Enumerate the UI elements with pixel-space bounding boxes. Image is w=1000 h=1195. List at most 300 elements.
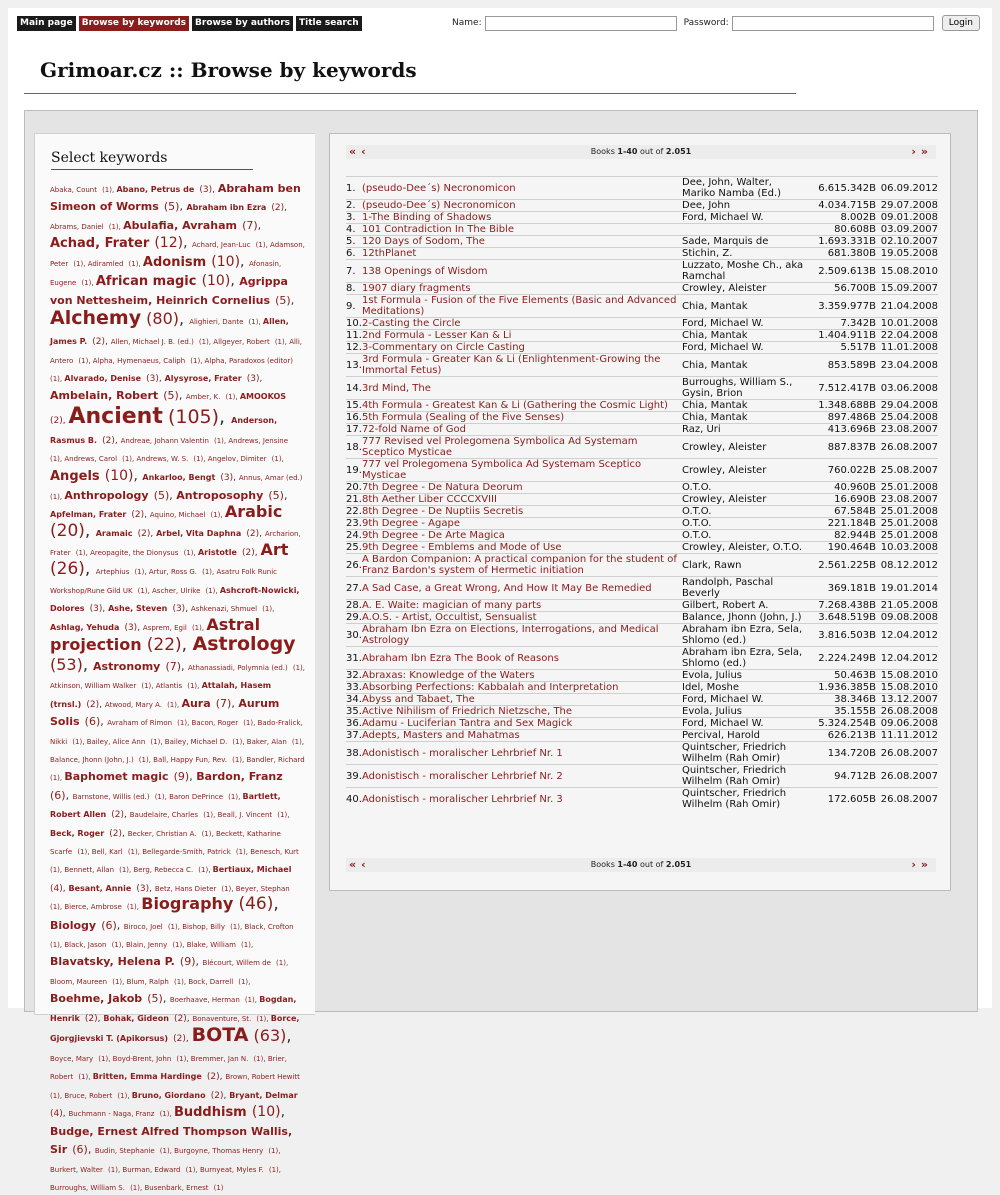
keyword-link[interactable]: Astronomy	[93, 660, 161, 674]
book-date: 11.01.2008	[876, 342, 938, 354]
keyword-link[interactable]: Atlantis	[155, 682, 183, 691]
book-date: 22.04.2008	[876, 330, 938, 342]
keyword-link[interactable]: Black, Crofton	[244, 922, 294, 931]
password-input[interactable]	[732, 16, 934, 31]
keyword-count: (1)	[187, 682, 198, 691]
keyword-count: (1)	[277, 811, 288, 820]
keyword-count: (2)	[50, 415, 63, 426]
keyword-link[interactable]: Beck, Roger	[50, 828, 105, 838]
keyword-link[interactable]: Andrews, W. S.	[136, 455, 189, 464]
keyword-link[interactable]: Bogdan, Henrik	[50, 995, 297, 1023]
keyword-link[interactable]: Asatru Folk Runic Workshop/Rune Gild UK	[50, 567, 277, 596]
book-date: 26.08.2007	[876, 788, 938, 811]
book-size: 681.380B	[804, 248, 876, 260]
keyword-link[interactable]: Avraham of Rimon	[107, 719, 173, 728]
keyword-link[interactable]: Blavatsky, Helena P.	[50, 955, 175, 969]
book-title-link[interactable]: 8th Degree - De Nuptiis Secretis	[362, 506, 682, 518]
keyword-link[interactable]: Busenbark, Ernest	[144, 1184, 209, 1193]
book-title-link[interactable]: 72-fold Name of God	[362, 424, 682, 436]
keyword-link[interactable]: Bardon, Franz	[196, 770, 283, 784]
keyword-count: (1)	[154, 792, 165, 801]
book-title-link[interactable]: 4th Formula - Greatest Kan & Li (Gathering the Cosmic Light)	[362, 400, 682, 412]
content-area	[24, 110, 978, 1193]
keyword-count: (1)	[75, 549, 86, 558]
keyword-link[interactable]: Anthropology	[64, 488, 149, 502]
nav-tab-main-page[interactable]: Main page	[17, 16, 76, 31]
keyword-link[interactable]: Aquino, Michael	[149, 511, 206, 520]
keyword-link[interactable]: Adiramled	[87, 260, 124, 269]
book-title-link[interactable]: 5th Formula (Sealing of the Five Senses)	[362, 412, 682, 424]
keyword-count: (1)	[159, 1110, 170, 1119]
book-title-link[interactable]: 9th Degree - Emblems and Mode of Use	[362, 542, 682, 554]
book-title-link[interactable]: (pseudo-Dee´s) Necronomicon	[362, 200, 682, 212]
keyword-link[interactable]: Blum, Ralph	[126, 977, 169, 986]
book-author: Evola, Julius	[682, 706, 804, 718]
keyword-link[interactable]: Arabic	[224, 502, 283, 522]
book-title-link[interactable]: 1-The Binding of Shadows	[362, 212, 682, 224]
last-page-icon[interactable]: »	[920, 858, 933, 871]
keyword-count: (1)	[159, 1147, 170, 1156]
keyword-count: (7)	[215, 696, 232, 710]
next-page-icon[interactable]: ›	[911, 858, 921, 871]
keyword-count: (3)	[246, 374, 260, 384]
keyword-link[interactable]: Burgoyne, Thomas Henry	[174, 1147, 264, 1156]
keyword-link[interactable]: Alli, Antero	[50, 338, 303, 365]
keyword-count: (1)	[183, 549, 194, 558]
book-size: 82.944B	[804, 530, 876, 542]
keyword-link[interactable]: African magic	[95, 274, 197, 290]
book-author: Luzzato, Moshe Ch., aka Ramchal	[682, 260, 804, 282]
keyword-link[interactable]: Alvarado, Denise	[64, 374, 142, 383]
keyword-link[interactable]: Bierce, Ambrose	[64, 903, 122, 912]
book-size: 1.404.911B	[804, 330, 876, 342]
keyword-link[interactable]: Aura	[181, 696, 211, 710]
keyword-link[interactable]: Ashlag, Yehuda	[50, 622, 120, 632]
keyword-link[interactable]: Beckett, Katharine Scarfe	[50, 829, 281, 856]
keyword-link[interactable]: Allen, Michael J. B. (ed.)	[110, 338, 194, 347]
book-title-link[interactable]: 138 Openings of Wisdom	[362, 260, 682, 283]
book-title-link[interactable]: Adamu - Luciferian Tantra and Sex Magick	[362, 718, 682, 730]
keyword-link[interactable]: Burkert, Walter	[50, 1165, 103, 1174]
book-title-link[interactable]: A. E. Waite: magician of many parts	[362, 600, 682, 612]
book-number: 26.	[346, 554, 362, 577]
keyword-link[interactable]: Burnyeat, Myles F.	[199, 1165, 264, 1174]
book-number: 25.	[346, 542, 362, 553]
keyword-count: (1)	[241, 941, 251, 950]
keyword-link[interactable]: Bruce, Robert	[64, 1091, 113, 1100]
book-row	[346, 283, 938, 295]
book-row	[346, 482, 938, 494]
book-date: 09.06.2008	[876, 718, 938, 730]
book-size: 7.512.417B	[804, 377, 876, 400]
book-author: O.T.O.	[682, 518, 804, 530]
keyword-count: (1)	[235, 847, 246, 856]
last-page-icon[interactable]: »	[920, 145, 933, 158]
keyword-link[interactable]: Bishop, Billy	[182, 922, 225, 931]
keyword-link[interactable]: Antroposophy	[176, 488, 264, 502]
book-title-link[interactable]: 101 Contradiction In The Bible	[362, 224, 682, 236]
keyword-link[interactable]: Blécourt, Willem de	[202, 959, 271, 968]
keyword-link[interactable]: BOTA	[191, 1024, 249, 1047]
keyword-link[interactable]: Attalah, Hasem (trnsl.)	[50, 681, 272, 709]
keyword-link[interactable]: Adonism	[142, 255, 207, 271]
keyword-count: (80)	[146, 309, 180, 329]
book-size: 3.816.503B	[804, 624, 876, 647]
book-date: 26.08.2007	[876, 742, 938, 765]
keyword-link[interactable]: Amber, K.	[185, 393, 221, 402]
book-author: Stichin, Z.	[682, 248, 804, 260]
keyword-link[interactable]: AMOOKOS	[239, 392, 286, 402]
keyword-count: (2)	[173, 1013, 187, 1024]
book-title-link[interactable]: A Sad Case, a Great Wrong, And How It May Be Remedied	[362, 577, 682, 600]
keyword-link[interactable]: Biography	[141, 894, 234, 914]
book-author: O.T.O.	[682, 506, 804, 518]
keyword-link[interactable]: Aristotle	[197, 548, 237, 558]
book-date: 23.04.2008	[876, 354, 938, 377]
book-number: 2.	[346, 200, 362, 212]
book-title-link[interactable]: 3rd Mind, The	[362, 377, 682, 400]
keyword-link[interactable]: Abano, Petrus de	[116, 185, 195, 194]
keyword-link[interactable]: Baudelaire, Charles	[129, 811, 199, 820]
keyword-link[interactable]: Abrams, Daniel	[50, 222, 104, 231]
keyword-count: (1)	[243, 719, 254, 728]
first-page-icon[interactable]: «	[349, 858, 362, 871]
book-size: 853.589B	[804, 354, 876, 377]
keyword-link[interactable]: Anderson, Rasmus B.	[50, 415, 278, 446]
keyword-link[interactable]: Budge, Ernest Alfred Thompson Wallis, Sir	[50, 1125, 293, 1157]
book-number: 7.	[346, 260, 362, 283]
book-title-link[interactable]: Adonistisch - moralischer Lehrbrief Nr. 2	[362, 765, 682, 788]
keyword-link[interactable]: Bennett, Allan	[64, 866, 115, 875]
login-button[interactable]: Login	[942, 15, 980, 31]
keyword-link[interactable]: Burroughs, William S.	[50, 1184, 125, 1193]
keyword-link[interactable]: Beall, J. Vincent	[217, 811, 273, 820]
keyword-link[interactable]: Afonasin, Eugene	[50, 260, 282, 288]
keyword-link[interactable]: Bock, Darrell	[188, 977, 234, 986]
keyword-link[interactable]: Archarion, Frater	[50, 529, 301, 558]
keyword-link[interactable]: Annus, Amar (ed.)	[238, 473, 303, 482]
keyword-link[interactable]: Bruno, Giordano	[131, 1090, 206, 1100]
keyword-link[interactable]: Ashcroft-Nowicki, Dolores	[50, 586, 300, 614]
book-size: 38.346B	[804, 694, 876, 706]
book-author: Chia, Mantak	[682, 295, 804, 318]
keyword-link[interactable]: Blake, William	[186, 941, 236, 950]
keyword-link[interactable]: Benesch, Kurt	[250, 847, 299, 856]
keyword-link[interactable]: Ambelain, Robert	[50, 389, 159, 403]
keyword-link[interactable]: Allen, James P.	[50, 317, 289, 347]
first-page-icon[interactable]: «	[349, 145, 362, 158]
book-title-link[interactable]: Active Nihilism of Friedrich Nietzsche, The	[362, 706, 682, 718]
keyword-link[interactable]: Atkinson, William Walker	[50, 682, 137, 691]
nav-tab-browse-authors[interactable]: Browse by authors	[192, 16, 293, 31]
keyword-count: (3)	[136, 883, 150, 894]
keyword-link[interactable]: Bertiaux, Michael	[212, 865, 292, 875]
keyword-link[interactable]: Aurum Solis	[50, 696, 280, 729]
keyword-link[interactable]: Ashkenazi, Shmuel	[190, 605, 258, 614]
book-row	[346, 542, 938, 554]
keyword-link[interactable]: Alysyrose, Frater	[164, 374, 242, 383]
keyword-link[interactable]: Arbel, Vita Daphna	[156, 528, 242, 538]
keyword-link[interactable]: Alighieri, Dante	[189, 318, 244, 327]
keyword-link[interactable]: Ascher, Ulrike	[152, 587, 201, 596]
name-input[interactable]	[485, 16, 677, 31]
book-row	[346, 730, 938, 742]
prev-page-icon[interactable]: ‹	[361, 858, 371, 871]
book-title-link[interactable]: A.O.S. - Artist, Occultist, Sensualist	[362, 612, 682, 624]
book-row	[346, 212, 938, 224]
keyword-count: (12)	[154, 235, 184, 252]
keyword-link[interactable]: Balance, Jhonn (John, J.)	[50, 756, 134, 765]
keyword-count: (1)	[128, 260, 139, 269]
book-title-link[interactable]: 9th Degree - Agape	[362, 518, 682, 530]
book-row	[346, 577, 938, 600]
book-title-link[interactable]: 12thPlanet	[362, 248, 682, 260]
book-author: O.T.O.	[682, 530, 804, 542]
book-author: Sade, Marquis de	[682, 236, 804, 248]
keyword-count: (5)	[153, 488, 170, 502]
keyword-link[interactable]: Barnstone, Willis (ed.)	[72, 792, 150, 801]
keyword-link[interactable]: Artur, Ross G.	[148, 567, 198, 576]
keyword-link[interactable]: Baker, Alan	[246, 737, 287, 746]
book-date: 19.01.2014	[876, 577, 938, 600]
book-row	[346, 530, 938, 542]
keyword-link[interactable]: Boyce, Mary	[50, 1054, 94, 1063]
book-date: 19.05.2008	[876, 248, 938, 260]
keyword-link[interactable]: Andrews, Carol	[64, 455, 118, 464]
keyword-link[interactable]: Biology	[50, 918, 97, 932]
keyword-link[interactable]: Britten, Emma Hardinge	[92, 1072, 202, 1082]
keyword-link[interactable]: Blain, Jenny	[125, 941, 168, 950]
keyword-link[interactable]: Budin, Stephanie	[94, 1147, 155, 1156]
keyword-link[interactable]: Borce, Gjorgjievski T. (Apikorsus)	[50, 1013, 300, 1044]
book-size: 1.348.688B	[804, 400, 876, 412]
book-title-link[interactable]: 777 Revised vel Prolegomena Symbolica Ad Systemam Sceptico Mysticae	[362, 436, 682, 459]
book-row	[346, 459, 938, 482]
keyword-link[interactable]: Bacon, Roger	[191, 719, 239, 728]
keyword-count: (1)	[191, 623, 202, 632]
nav-tab-title-search[interactable]: Title search	[296, 16, 362, 31]
book-number: 40.	[346, 788, 362, 811]
book-title-link[interactable]: 9th Degree - De Arte Magica	[362, 530, 682, 542]
pager-total: 2.051	[665, 860, 692, 869]
book-title-link[interactable]: 1st Formula - Fusion of the Five Elements (Basic and Advanced Meditations)	[362, 295, 682, 318]
keyword-link[interactable]: Becker, Christian A.	[127, 829, 197, 838]
book-row	[346, 788, 938, 811]
book-title-link[interactable]: Abyss and Tabaet, The	[362, 694, 682, 706]
keyword-link[interactable]: Achard, Jean-Luc	[192, 241, 251, 250]
keyword-count: (2)	[173, 1034, 186, 1045]
keyword-count: (1)	[73, 260, 84, 269]
book-title-link[interactable]: 2nd Formula - Lesser Kan & Li	[362, 330, 682, 342]
keyword-link[interactable]: Black, Jason	[64, 941, 107, 950]
book-title-link[interactable]: Abraham Ibn Ezra The Book of Reasons	[362, 647, 682, 670]
book-author: Dee, John, Walter, Mariko Namba (Ed.)	[682, 177, 804, 200]
book-title-link[interactable]: 1907 diary fragments	[362, 283, 682, 295]
book-row	[346, 354, 938, 377]
keyword-link[interactable]: Buddhism	[173, 1105, 247, 1121]
keyword-link[interactable]: Art	[260, 540, 289, 560]
keyword-count: (1)	[81, 279, 92, 288]
keyword-count: (2)	[271, 203, 285, 214]
keyword-link[interactable]: Baphomet magic	[64, 770, 169, 784]
keyword-link[interactable]: Berg, Rebecca C.	[133, 866, 194, 875]
keyword-count: (22)	[146, 635, 182, 656]
keyword-link[interactable]: Astrology	[192, 633, 296, 656]
keyword-link[interactable]: Bellegarde-Smith, Patrick	[142, 847, 231, 856]
keyword-link[interactable]: Angels	[50, 468, 100, 484]
keyword-link[interactable]: Asprem, Egil	[142, 623, 187, 632]
keyword-link[interactable]: Achad, Frater	[50, 236, 150, 252]
keyword-link[interactable]: Alpha, Paradoxos (editor)	[204, 356, 294, 365]
book-author: Raz, Uri	[682, 424, 804, 436]
keyword-link[interactable]: Baron DePrince	[169, 792, 224, 801]
keyword-count: (1)	[50, 455, 60, 464]
book-title-link[interactable]: 8th Aether Liber CCCCXVIII	[362, 494, 682, 506]
book-title-link[interactable]: 3-Commentary on Circle Casting	[362, 342, 682, 354]
keyword-link[interactable]: Apfelman, Frater	[50, 510, 127, 520]
keyword-link[interactable]: Boerhaave, Herman	[169, 996, 240, 1005]
book-number: 11.	[346, 330, 362, 341]
keyword-link[interactable]: Abraham ben Simeon of Worms	[50, 182, 301, 214]
book-title-link[interactable]: Abraxas: Knowledge of the Waters	[362, 670, 682, 682]
keyword-count: (2)	[241, 548, 255, 559]
keyword-count: (46)	[238, 894, 274, 915]
book-date: 21.04.2008	[876, 295, 938, 318]
keyword-count: (1)	[185, 1165, 196, 1174]
book-date: 10.03.2008	[876, 542, 938, 554]
keyword-link[interactable]: Adamson, Peter	[50, 241, 305, 269]
book-title-link[interactable]: 2-Casting the Circle	[362, 318, 682, 330]
keyword-count: (3)	[220, 472, 234, 483]
keyword-link[interactable]: Bailey, Alice Ann	[86, 737, 146, 746]
keyword-count: (6)	[72, 1143, 88, 1157]
keyword-link[interactable]: Artephius	[95, 567, 130, 576]
book-size: 2.561.225B	[804, 554, 876, 577]
pager-range: 1-40	[617, 147, 638, 156]
keyword-link[interactable]: Andrews, Jensine	[228, 437, 289, 446]
keyword-link[interactable]: Biroco, Joel	[123, 922, 163, 931]
keyword-link[interactable]: Areopagite, the Dionysus	[90, 549, 179, 558]
book-date: 11.11.2012	[876, 730, 938, 742]
next-page-icon[interactable]: ›	[911, 145, 921, 158]
book-title-link[interactable]: 3rd Formula - Greater Kan & Li (Enlightenment-Growing the Immortal Fetus)	[362, 354, 682, 377]
nav-tab-browse-keywords[interactable]: Browse by keywords	[79, 16, 189, 31]
keyword-link[interactable]: Betz, Hans Dieter	[154, 884, 217, 893]
keyword-link[interactable]: Alchemy	[50, 307, 142, 330]
book-title-link[interactable]: (pseudo-Dee´s) Necronomicon	[362, 177, 682, 200]
book-title-link[interactable]: 120 Days of Sodom, The	[362, 236, 682, 248]
keyword-count: (1)	[167, 922, 178, 931]
keyword-link[interactable]: Abulafia, Avraham	[123, 218, 237, 232]
keyword-link[interactable]: Bryant, Delmar	[229, 1090, 298, 1100]
keyword-count: (1)	[193, 455, 204, 464]
keyword-link[interactable]: Bloom, Maureen	[50, 977, 108, 986]
keyword-link[interactable]: Allgeyer, Robert	[213, 338, 270, 347]
keyword-link[interactable]: Brier, Robert	[50, 1054, 287, 1082]
book-author: Chia, Mantak	[682, 330, 804, 342]
keyword-link[interactable]: Agrippa von Nettesheim, Heinrich Cornelius	[50, 275, 288, 307]
keyword-link[interactable]: Ancient	[68, 403, 163, 429]
keyword-link[interactable]: Andreae, Johann Valentin	[120, 437, 209, 446]
keyword-link[interactable]: Ashe, Steven	[108, 604, 168, 614]
book-title-link[interactable]: 7th Degree - De Natura Deorum	[362, 482, 682, 494]
keyword-link[interactable]: Boyd-Brent, John	[112, 1054, 172, 1063]
keyword-link[interactable]: Ankarloo, Bengt	[142, 472, 216, 482]
book-date: 13.12.2007	[876, 694, 938, 706]
keyword-count: (1)	[117, 1091, 128, 1100]
keyword-count: (20)	[50, 520, 85, 541]
keyword-link[interactable]: Abraham ibn Ezra	[186, 203, 267, 213]
book-size: 35.155B	[804, 706, 876, 718]
book-row	[346, 177, 938, 200]
keyword-link[interactable]: Angelov, Dimiter	[207, 455, 267, 464]
keyword-count: (1)	[102, 186, 112, 194]
keyword-count: (1)	[78, 1073, 89, 1082]
keyword-link[interactable]: Bandler, Richard	[246, 756, 305, 765]
book-title-link[interactable]: 777 vel Prolegomena Symbolica Ad Systemam Sceptico Mysticae	[362, 459, 682, 482]
book-size: 67.584B	[804, 506, 876, 518]
keyword-count: (1)	[50, 941, 60, 950]
keyword-link[interactable]: Bremmer, Jan N.	[190, 1054, 249, 1063]
book-number: 39.	[346, 765, 362, 788]
keyword-link[interactable]: Abaka, Count	[50, 186, 97, 194]
keyword-link[interactable]: Besant, Annie	[68, 883, 132, 893]
book-author: Chia, Mantak	[682, 412, 804, 424]
keyword-link[interactable]: Bonaventure, St.	[192, 1014, 252, 1023]
keyword-count: (1)	[98, 1054, 109, 1063]
keyword-count: (1)	[150, 737, 161, 746]
book-title-link[interactable]: Adepts, Masters and Mahatmas	[362, 730, 682, 742]
keyword-link[interactable]: Atwood, Mary A.	[104, 700, 162, 709]
keyword-link[interactable]: Athanassiadi, Polymnia (ed.)	[188, 664, 288, 673]
book-row	[346, 224, 938, 236]
keyword-count: (1)	[253, 1054, 264, 1063]
book-number: 33.	[346, 682, 362, 693]
keyword-link[interactable]: Aramaic	[95, 528, 133, 538]
keyword-count: (7)	[165, 660, 182, 674]
keyword-count: (1)	[108, 222, 119, 231]
book-size: 50.463B	[804, 670, 876, 682]
keyword-link[interactable]: Bailey, Michael D.	[164, 737, 228, 746]
books-table	[346, 176, 938, 810]
keyword-link[interactable]: Ball, Happy Fun, Rev.	[153, 756, 228, 765]
keyword-link[interactable]: Brown, Robert Hewitt	[225, 1073, 300, 1082]
keyword-link[interactable]: Boehme, Jakob	[50, 992, 143, 1006]
keyword-link[interactable]: Astral projection	[50, 614, 261, 655]
keyword-count: (3)	[172, 604, 186, 615]
keyword-link[interactable]: Alpha, Hymenaeus, Caliph	[92, 356, 186, 365]
book-title-link[interactable]: A Bardon Companion: A practical companion for the student of Franz Bardon's system of Hermetic initiation	[362, 554, 682, 577]
book-title-link[interactable]: Adonistisch - moralischer Lehrbrief Nr. 1	[362, 742, 682, 765]
keyword-count: (1)	[78, 356, 89, 365]
keyword-link[interactable]: Beyer, Stephan	[235, 884, 290, 893]
book-number: 16.	[346, 412, 362, 423]
keyword-link[interactable]: Burman, Edward	[122, 1165, 181, 1174]
book-title-link[interactable]: Abraham Ibn Ezra on Elections, Interrogations, and Medical Astrology	[362, 624, 682, 647]
book-title-link[interactable]: Absorbing Perfections: Kabbalah and Interpretation	[362, 682, 682, 694]
keyword-link[interactable]: Buchmann - Naga, Franz	[68, 1110, 155, 1119]
book-date: 10.01.2008	[876, 318, 938, 330]
keyword-link[interactable]: Bohak, Gideon	[103, 1013, 169, 1023]
book-size: 5.324.254B	[804, 718, 876, 730]
book-author	[682, 224, 804, 236]
book-title-link[interactable]: Adonistisch - moralischer Lehrbrief Nr. 3	[362, 788, 682, 811]
keyword-link[interactable]: Bartlett, Robert Allen	[50, 791, 281, 820]
prev-page-icon[interactable]: ‹	[361, 145, 371, 158]
keyword-link[interactable]: Bado-Fralick, Nikki	[50, 719, 303, 746]
keyword-link[interactable]: Bell, Karl	[91, 847, 123, 856]
keyword-count: (1)	[276, 959, 286, 968]
